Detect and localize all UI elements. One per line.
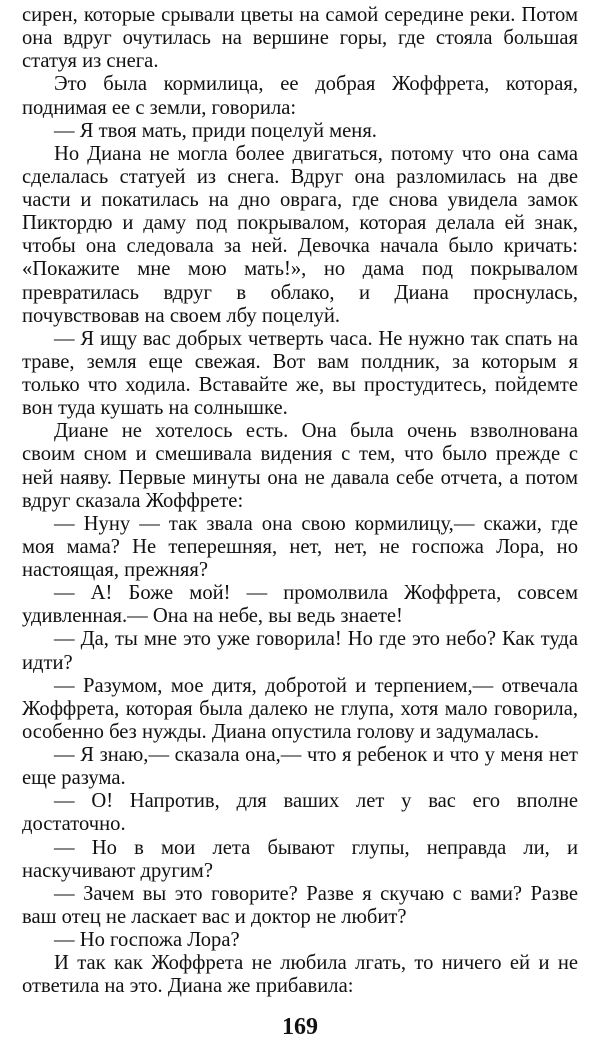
paragraph-2: Это была кормилица, ее добрая Жоффрета, которая, поднимая ее с земли, говорила: <box>22 73 578 119</box>
paragraph-7: — Нуну — так звала она свою кормилицу,— скажи, где моя мама? Не теперешняя, нет, нет, не госпожа Лора, но настоящая, прежняя? <box>22 512 578 581</box>
page-number: 169 <box>282 1014 318 1040</box>
paragraph-4: Но Диана не могла более двигаться, потому что она сама сделалась статуей из снега. Вдруг она разломилась на две части и покатилась на дно оврага, где снова увидела замок Пиктордю и даму под покрывалом, которая делала ей знак, чтобы она следовала за ней. Девочка начала было кричать: «Покажите мне мою мать!», но дама под покрывалом превратилась вдруг в облако, и Диана проснулась, почувствовав на своем лбу поцелуй. <box>22 142 578 327</box>
paragraph-16: И так как Жоффрета не любила лгать, то ничего ей и не ответила на это. Диана же прибавила: <box>22 952 578 998</box>
paragraph-14: — Зачем вы это говорите? Разве я скучаю с вами? Разве ваш отец не ласкает вас и доктор не любит? <box>22 882 578 928</box>
paragraph-9: — Да, ты мне это уже говорила! Но где это небо? Как туда идти? <box>22 628 578 674</box>
page-text-block <box>22 4 578 998</box>
paragraph-5: — Я ищу вас добрых четверть часа. Не нужно так спать на траве, земля еще свежая. Вот вам полдник, за которым я только что ходила. Вставайте же, вы простудитесь, пойдемте вон туда кушать на солнышке. <box>22 327 578 420</box>
paragraph-10: — Разумом, мое дитя, добротой и терпением,— отвечала Жоффрета, которая была далеко не глупа, хотя мало говорила, особенно без нужды. Диана опустила голову и задумалась. <box>22 674 578 743</box>
paragraph-12: — О! Напротив, для ваших лет у вас его вполне достаточно. <box>22 790 578 836</box>
paragraph-6: Диане не хотелось есть. Она была очень взволнована своим сном и смешивала видения с тем, что было прежде с ней наяву. Первые минуты она не давала себе отчета, а потом вдруг сказала Жоффрете: <box>22 420 578 512</box>
paragraph-15: — Но госпожа Лора? <box>54 929 240 951</box>
paragraph-3: — Я твоя мать, приди поцелуй меня. <box>54 119 377 142</box>
paragraph-8: — А! Боже мой! — промолвила Жоффрета, совсем удивленная.— Она на небе, вы ведь знаете! <box>22 582 578 628</box>
paragraph-13: — Но в мои лета бывают глупы, неправда ли, и наскучивают другим? <box>22 836 578 882</box>
paragraph-11: — Я знаю,— сказала она,— что я ребенок и что у меня нет еще разума. <box>22 744 578 790</box>
paragraph-1: сирен, которые срывали цветы на самой середине реки. Потом она вдруг очутилась на вершине горы, где стояла большая статуя из снега. <box>22 4 578 73</box>
